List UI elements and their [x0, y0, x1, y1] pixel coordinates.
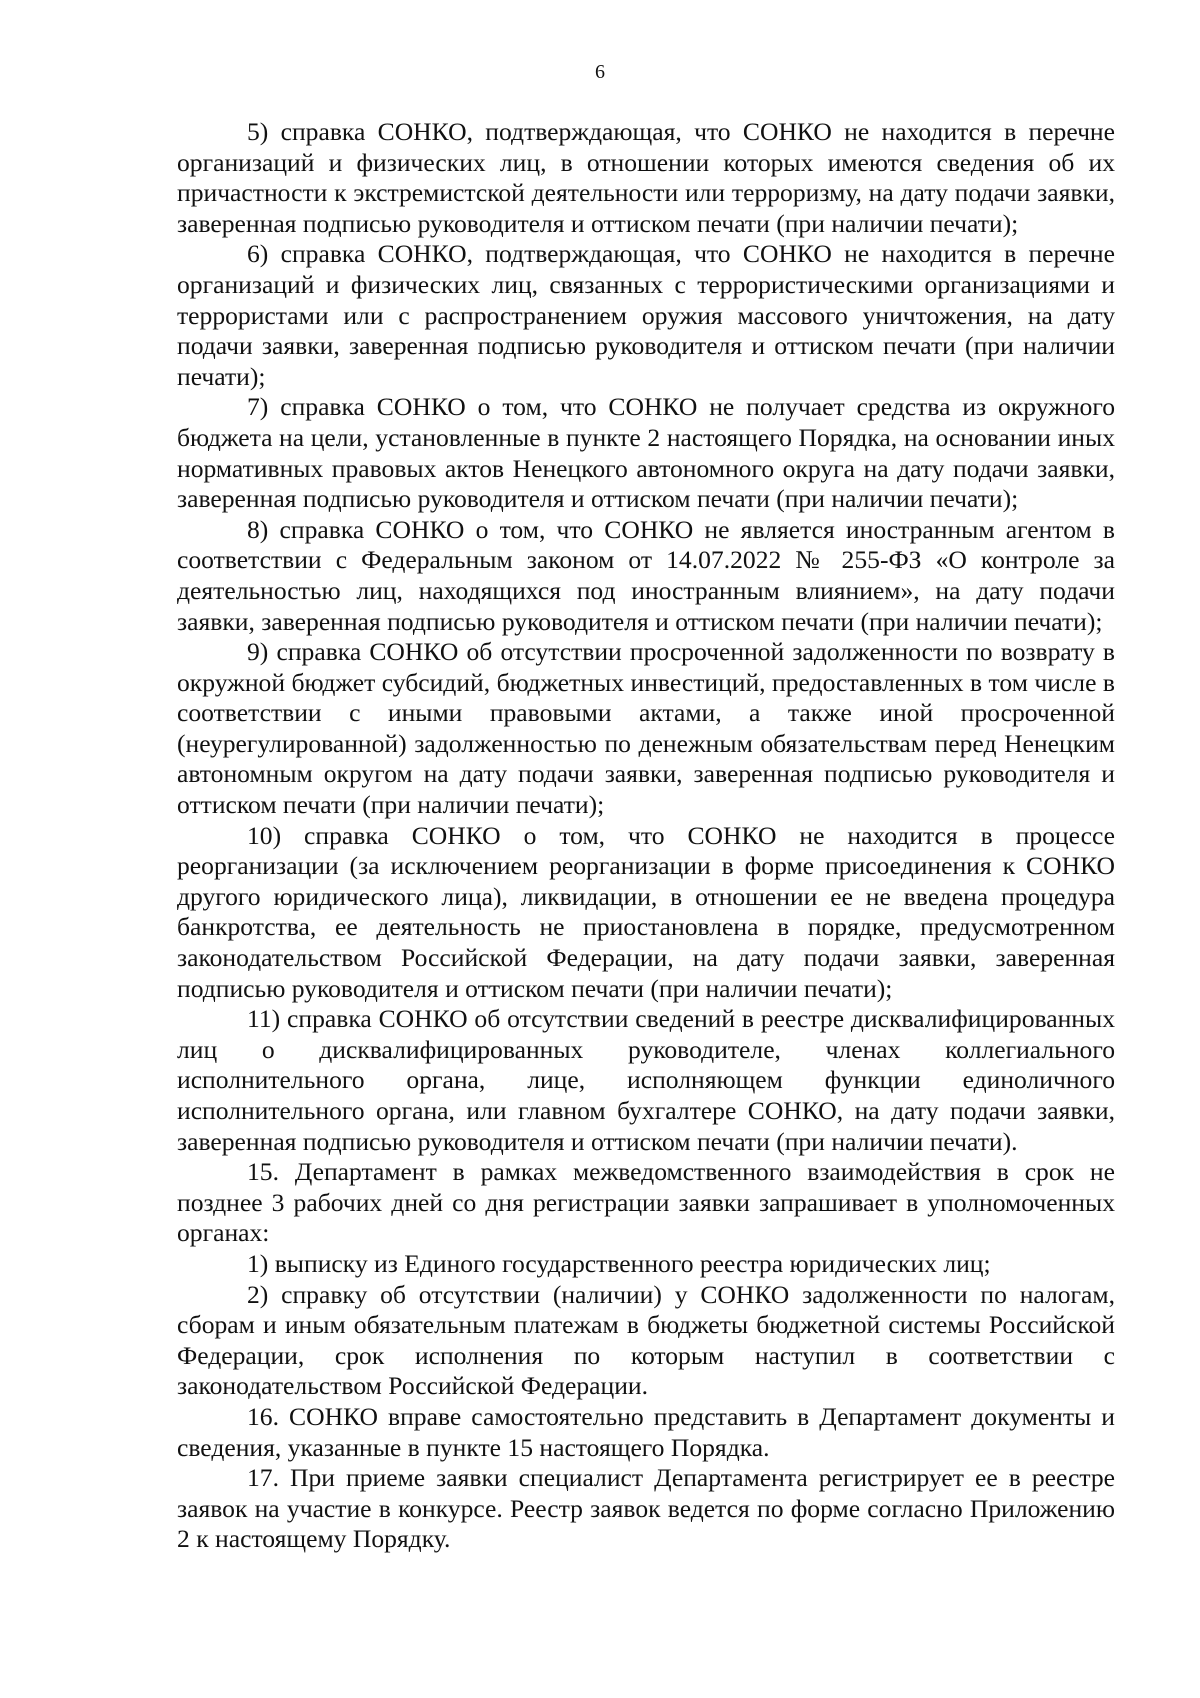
paragraph-item-11: 11) справка СОНКО об отсутствии сведений в реестре дисквалифицированных лиц о дисквалифицированных руководителе, членах коллегиального исполнительного органа, лице, исполняющем функции единоличного исполнительного органа, или главном бухгалтере СОНКО, на дату подачи заявки, заверенная подписью руководителя и оттиском печати (при наличии печати).	[177, 1004, 1115, 1156]
paragraph-section-16: 16. СОНКО вправе самостоятельно представить в Департамент документы и сведения, указанные в пункте 15 настоящего Порядка.	[177, 1401, 1115, 1462]
paragraph-section-15-item-1: 1) выписку из Единого государственного реестра юридических лиц;	[247, 1248, 991, 1278]
paragraph-section-15-item-2: 2) справку об отсутствии (наличии) у СОНКО задолженности по налогам, сборам и иным обязательным платежам в бюджеты бюджетной системы Российской Федерации, срок исполнения по которым наступил в соответствии с законодательством Российской Федерации.	[177, 1279, 1115, 1401]
paragraph-section-17: 17. При приеме заявки специалист Департамента регистрирует ее в реестре заявок на участие в конкурсе. Реестр заявок ведется по форме согласно Приложению 2 к настоящему Порядку.	[177, 1463, 1115, 1554]
paragraph-item-9: 9) справка СОНКО об отсутствии просроченной задолженности по возврату в окружной бюджет субсидий, бюджетных инвестиций, предоставленных в том числе в соответствии с иными правовыми актами, а также иной просроченной (неурегулированной) задолженностью по денежным обязательствам перед Ненецким автономным округом на дату подачи заявки, заверенная подписью руководителя и оттиском печати (при наличии печати);	[177, 637, 1115, 820]
paragraph-item-6: 6) справка СОНКО, подтверждающая, что СОНКО не находится в перечне организаций и физических лиц, связанных с террористическими организациями и террористами или с распространением оружия массового уничтожения, на дату подачи заявки, заверенная подписью руководителя и оттиском печати (при наличии печати);	[177, 239, 1115, 391]
paragraph-item-10: 10) справка СОНКО о том, что СОНКО не находится в процессе реорганизации (за исключением реорганизации в форме присоединения к СОНКО другого юридического лица), ликвидации, в отношении ее не введена процедура банкротства, ее деятельность не приостановлена в порядке, предусмотренном законодательством Российской Федерации, на дату подачи заявки, заверенная подписью руководителя и оттиском печати (при наличии печати);	[177, 820, 1115, 1003]
paragraph-item-7: 7) справка СОНКО о том, что СОНКО не получает средства из окружного бюджета на цели, установленные в пункте 2 настоящего Порядка, на основании иных нормативных правовых актов Ненецкого автономного округа на дату подачи заявки, заверенная подписью руководителя и оттиском печати (при наличии печати);	[177, 392, 1115, 514]
page-number: 6	[595, 61, 605, 83]
document-body	[177, 117, 1115, 1555]
paragraph-section-15: 15. Департамент в рамках межведомственного взаимодействия в срок не позднее 3 рабочих дней со дня регистрации заявки запрашивает в уполномоченных органах:	[177, 1157, 1115, 1248]
paragraph-item-5: 5) справка СОНКО, подтверждающая, что СОНКО не находится в перечне организаций и физических лиц, в отношении которых имеются сведения об их причастности к экстремистской деятельности или терроризму, на дату подачи заявки, заверенная подписью руководителя и оттиском печати (при наличии печати);	[177, 117, 1115, 238]
paragraph-item-8: 8) справка СОНКО о том, что СОНКО не является иностранным агентом в соответствии с Федеральным законом от 14.07.2022 № 255-ФЗ «О контроле за деятельностью лиц, находящихся под иностранным влиянием», на дату подачи заявки, заверенная подписью руководителя и оттиском печати (при наличии печати);	[177, 514, 1115, 636]
